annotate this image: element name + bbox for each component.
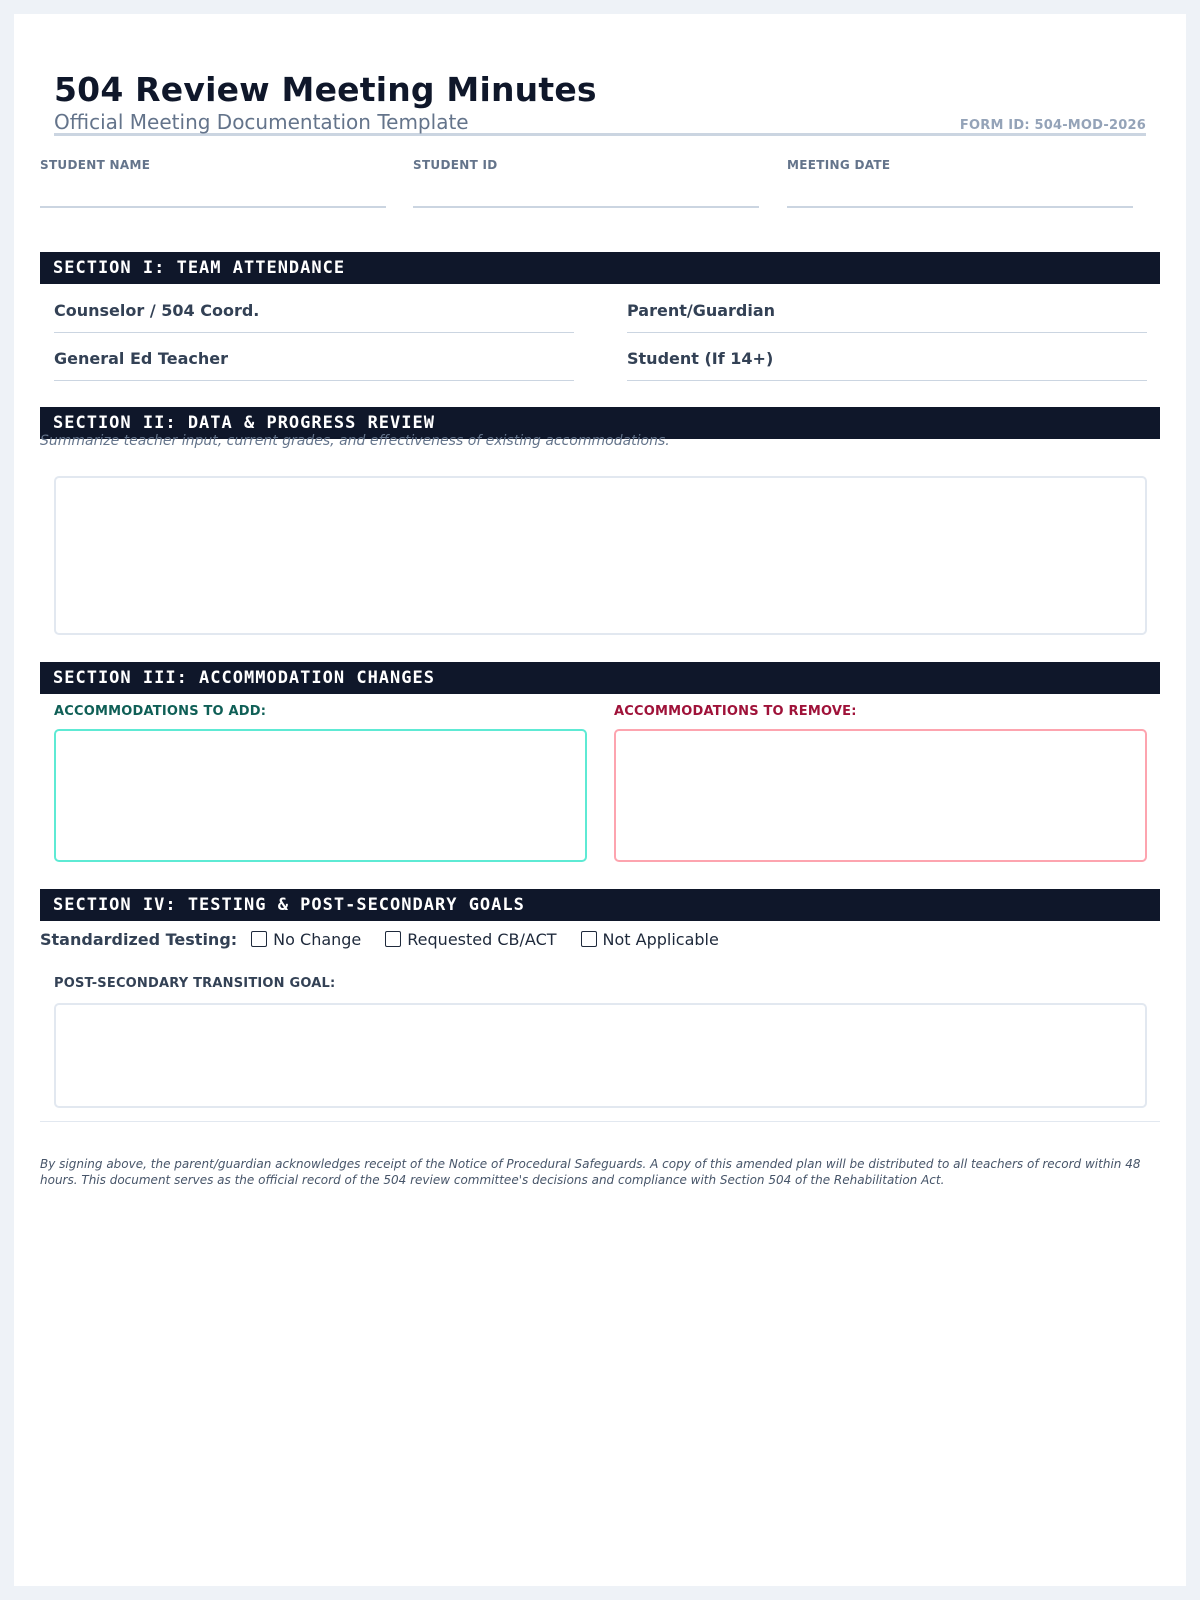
footer-disclaimer: By signing above, the parent/guardian acknowledges receipt of the Notice of Procedural Safeguards. A copy of this amended plan will be distributed to all teachers of record within 48 hours. This document serves as the official record of the 504 review committee's decisions and compliance with Section 504 of the Rehabilitation Act. — [40, 1157, 1141, 1187]
student-id-field[interactable] — [413, 158, 759, 208]
option-requested-cb-act[interactable] — [385, 930, 556, 949]
option-not-applicable[interactable] — [581, 930, 719, 949]
accommodations-add-label: ACCOMMODATIONS TO ADD: — [54, 704, 267, 719]
attendee-parent-label: Parent/Guardian — [627, 301, 776, 320]
section-4-header: SECTION IV: TESTING & POST-SECONDARY GOALS — [40, 889, 1160, 921]
page-title: 504 Review Meeting Minutes — [54, 70, 597, 109]
attendee-parent-field[interactable] — [627, 298, 1147, 333]
not-applicable-label: Not Applicable — [602, 929, 719, 949]
accommodations-remove-label: ACCOMMODATIONS TO REMOVE: — [614, 704, 857, 719]
student-info-row — [40, 158, 1160, 206]
progress-review-textarea[interactable] — [54, 476, 1147, 635]
transition-goal-textarea[interactable] — [54, 1003, 1147, 1108]
accommodations-remove-textarea[interactable] — [614, 729, 1147, 862]
student-name-field[interactable] — [40, 158, 386, 208]
section-2-header: SECTION II: DATA & PROGRESS REVIEW — [40, 407, 1160, 439]
not-applicable-checkbox[interactable] — [581, 931, 597, 947]
attendee-teacher-field[interactable] — [54, 346, 574, 381]
standardized-testing-label: Standardized Testing: — [40, 929, 238, 949]
student-id-label: STUDENT ID — [413, 158, 498, 172]
attendee-student-label: Student (If 14+) — [627, 349, 774, 368]
standardized-testing-row — [40, 926, 743, 952]
attendee-student-field[interactable] — [627, 346, 1147, 381]
no-change-checkbox[interactable] — [251, 931, 267, 947]
section-1-header: SECTION I: TEAM ATTENDANCE — [40, 252, 1160, 284]
progress-review-hint: Summarize teacher input, current grades, and effectiveness of existing accommodations. — [40, 433, 670, 449]
attendee-counselor-label: Counselor / 504 Coord. — [54, 301, 260, 320]
no-change-label: No Change — [273, 929, 362, 949]
attendee-counselor-field[interactable] — [54, 298, 574, 333]
form-header — [54, 54, 1146, 136]
requested-cb-act-label: Requested CB/ACT — [407, 929, 557, 949]
attendee-teacher-label: General Ed Teacher — [54, 349, 228, 368]
footer-divider — [40, 1121, 1160, 1122]
meeting-date-label: MEETING DATE — [787, 158, 891, 172]
requested-cb-act-checkbox[interactable] — [385, 931, 401, 947]
page-subtitle: Official Meeting Documentation Template — [54, 110, 469, 134]
option-no-change[interactable] — [251, 930, 361, 949]
transition-goal-label: POST-SECONDARY TRANSITION GOAL: — [54, 976, 336, 991]
meeting-date-field[interactable] — [787, 158, 1133, 208]
student-name-label: STUDENT NAME — [40, 158, 151, 172]
accommodations-add-textarea[interactable] — [54, 729, 587, 862]
form-id: FORM ID: 504-MOD-2026 — [959, 118, 1146, 133]
section-3-header: SECTION III: ACCOMMODATION CHANGES — [40, 662, 1160, 694]
